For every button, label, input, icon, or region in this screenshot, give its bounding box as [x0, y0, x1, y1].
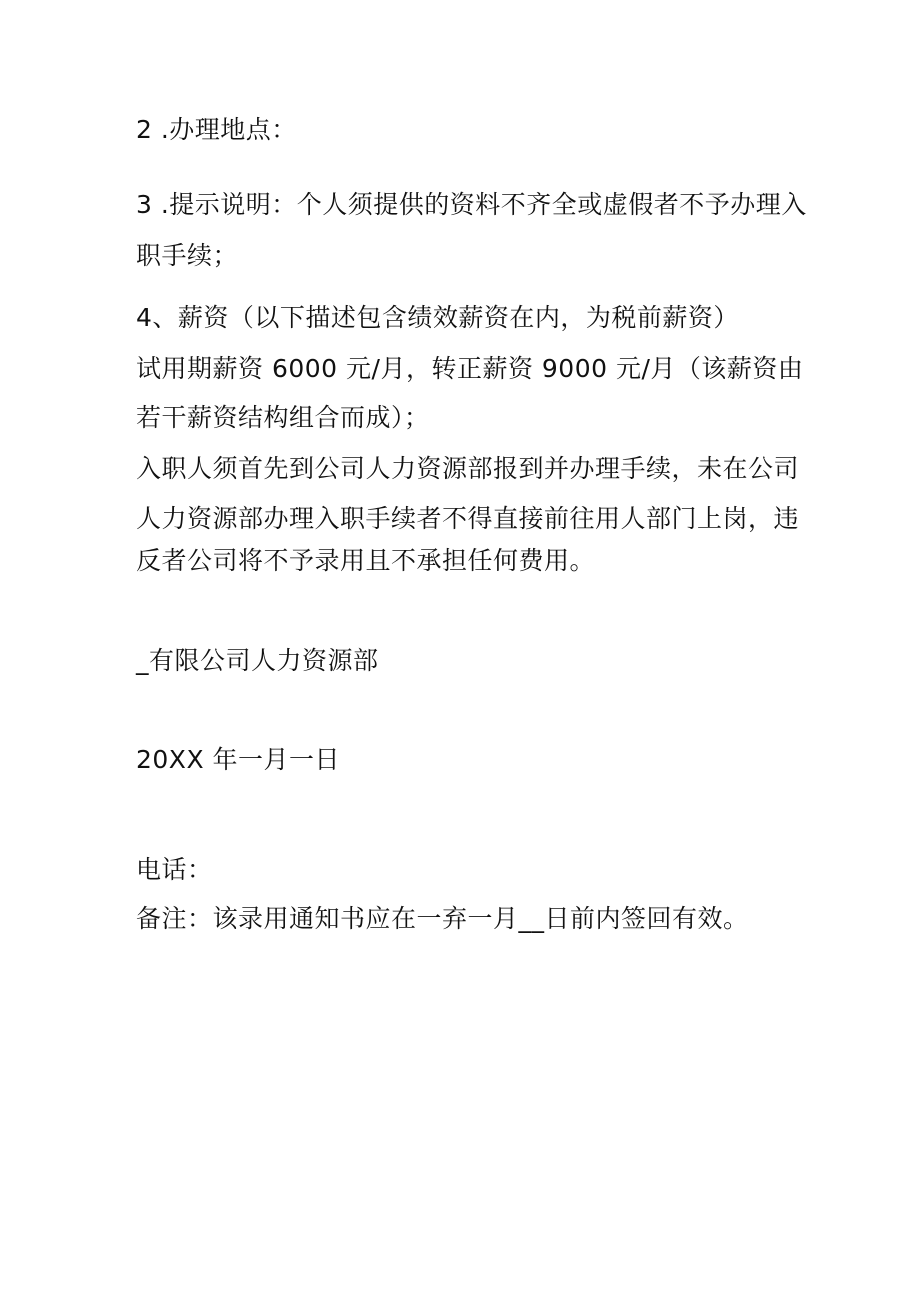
item-3-note-line-2: 职手续； [136, 241, 239, 270]
notice-line-3: 反者公司将不予录用且不承担任何费用。 [136, 546, 596, 575]
notice-line-1: 入职人须首先到公司人力资源部报到并办理手续，未在公司 [136, 454, 800, 483]
remark-line: 备注：该录用通知书应在一弃一月__日前内签回有效。 [136, 904, 749, 933]
phone-label: 电话： [136, 855, 213, 884]
notice-line-2: 人力资源部办理入职手续者不得直接前往用人部门上岗，违 [136, 504, 800, 533]
item-3-note-line-1: 3 .提示说明：个人须提供的资料不齐全或虚假者不予办理入 [136, 190, 807, 219]
item-4-salary-line-3: 若干薪资结构组合而成）； [136, 403, 430, 432]
company-signature: _有限公司人力资源部 [136, 646, 379, 675]
item-4-salary-line-2: 试用期薪资 6000 元/月，转正薪资 9000 元/月（该薪资由 [136, 354, 804, 383]
item-2-location: 2 .办理地点： [136, 115, 297, 144]
date-line: 20XX 年一月一日 [136, 745, 341, 774]
item-4-salary-line-1: 4、薪资（以下描述包含绩效薪资在内，为税前薪资） [136, 303, 739, 332]
